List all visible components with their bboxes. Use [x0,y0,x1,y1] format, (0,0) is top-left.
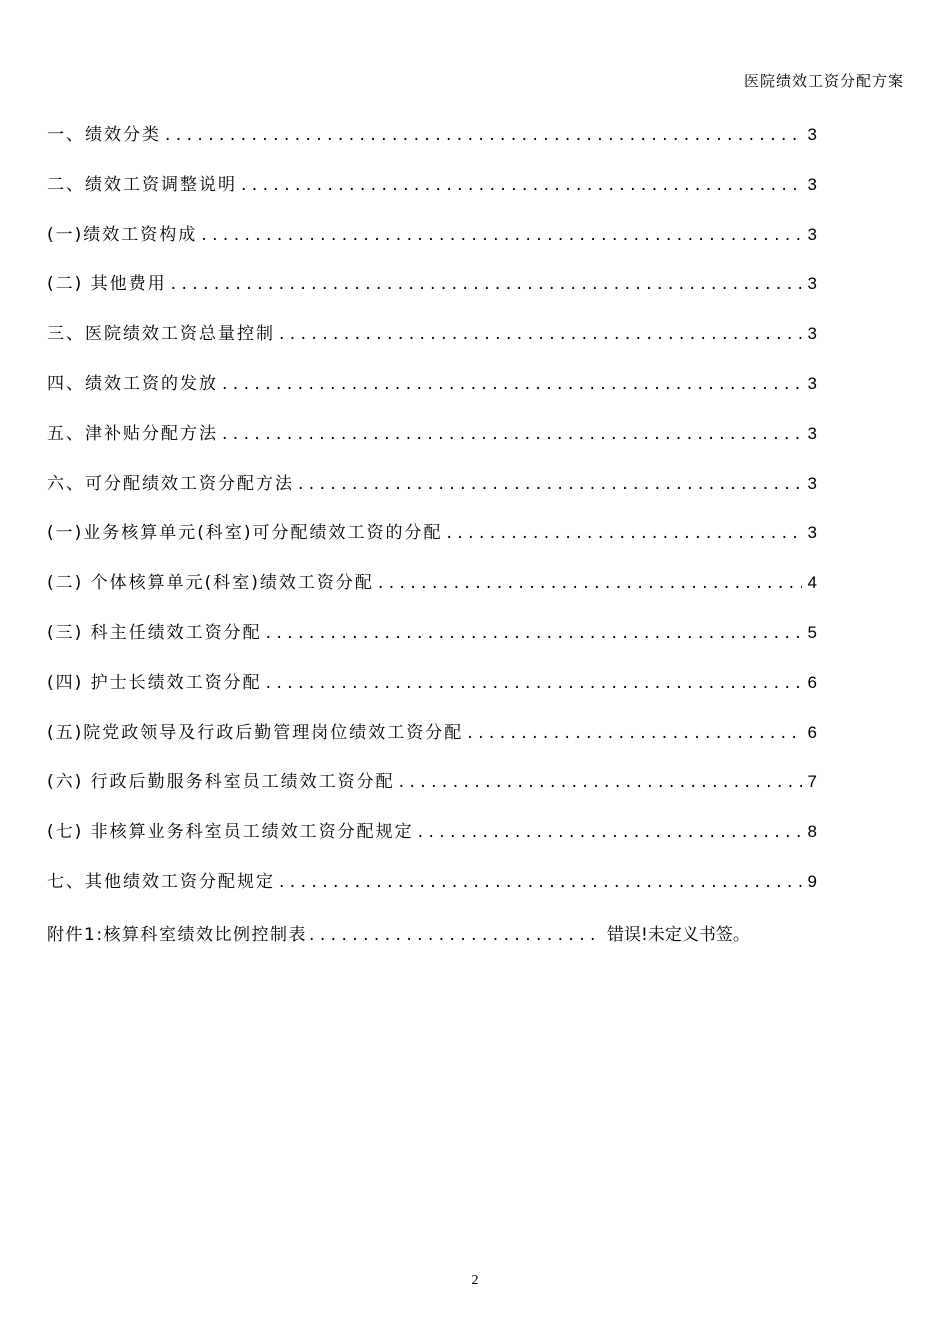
toc-leader-dots [165,125,802,145]
toc-entry-title: (五)院党政领导及行政后勤管理岗位绩效工资分配 [47,722,464,743]
toc-entry-page: 9 [807,871,817,891]
toc-entry-page: 3 [807,423,817,443]
toc-leader-dots [266,623,802,643]
toc-entry-title: (二) 个体核算单元(科室)绩效工资分配 [47,573,374,594]
toc-leader-dots [266,673,802,693]
toc-leader-dots [467,723,801,743]
toc-entry[interactable] [47,767,817,817]
toc-entry-page: 8 [807,822,817,842]
toc-entry-title: (四) 护士长绩效工资分配 [47,672,262,693]
toc-leader-dots [298,474,802,494]
toc-entry-title: 三、医院绩效工资总量控制 [47,324,275,345]
toc-entry-page: 3 [807,224,817,244]
toc-entry-page: 4 [807,573,817,593]
toc-entry[interactable] [47,369,817,419]
toc-entry[interactable] [47,269,817,319]
toc-leader-dots [399,772,802,792]
toc-appendix-entry[interactable] [47,920,827,945]
toc-entry[interactable] [47,867,817,917]
page-number: 2 [471,1273,479,1288]
toc-entry-title: (六) 行政后勤服务科室员工绩效工资分配 [47,772,395,793]
toc-entry-page: 3 [807,473,817,493]
toc-entry[interactable] [47,618,817,668]
toc-entry-page: 3 [807,174,817,194]
toc-entry-title: 五、津补贴分配方法 [47,423,218,444]
toc-leader-dots [222,424,802,444]
toc-entry-page: 6 [807,722,817,742]
toc-entry-title: 二、绩效工资调整说明 [47,174,237,195]
toc-entry-page: 7 [807,772,817,792]
toc-entry-title: 四、绩效工资的发放 [47,373,218,394]
table-of-contents [47,120,817,917]
toc-entry-title: (一)绩效工资构成 [47,224,198,245]
toc-entry-title: (三) 科主任绩效工资分配 [47,622,262,643]
toc-entry[interactable] [47,120,817,170]
toc-entry-page: 3 [807,274,817,294]
toc-leader-dots [171,274,802,294]
toc-leader-dots [201,225,801,245]
toc-entry[interactable] [47,220,817,270]
toc-entry[interactable] [47,319,817,369]
toc-entry-title: 一、绩效分类 [47,125,161,145]
toc-entry[interactable] [47,419,817,469]
toc-entry[interactable] [47,170,817,220]
document-header: 医院绩效工资分配方案 [743,72,904,90]
toc-entry-page: 5 [807,622,817,642]
toc-entry[interactable] [47,817,817,867]
toc-leader-dots [222,374,802,394]
toc-leader-dots [279,872,802,892]
toc-leader-dots [279,324,802,344]
toc-entry-title: 七、其他绩效工资分配规定 [47,871,275,892]
toc-entry-page: 3 [807,523,817,543]
toc-entry-page: 6 [807,672,817,692]
toc-entry-page: 3 [807,373,817,393]
toc-appendix-error: 错误!未定义书签。 [607,925,750,945]
toc-entry[interactable] [47,568,817,618]
toc-entry-page: 3 [807,125,817,144]
toc-entry[interactable] [47,469,817,519]
toc-entry-title: (七) 非核算业务科室员工绩效工资分配规定 [47,822,414,843]
toc-entry[interactable] [47,718,817,768]
toc-entry-title: (二) 其他费用 [47,274,167,295]
toc-appendix-title: 附件1:核算科室绩效比例控制表 [47,925,308,945]
toc-leader-dots [378,573,802,593]
toc-leader-dots [418,822,802,842]
toc-leader-dots [447,523,802,543]
toc-entry[interactable] [47,668,817,718]
toc-entry[interactable] [47,518,817,568]
toc-leader-dots [241,175,802,195]
toc-leader-dots [309,925,597,945]
toc-entry-page: 3 [807,324,817,344]
toc-entry-title: 六、可分配绩效工资分配方法 [47,473,294,494]
toc-entry-title: (一)业务核算单元(科室)可分配绩效工资的分配 [47,523,443,544]
